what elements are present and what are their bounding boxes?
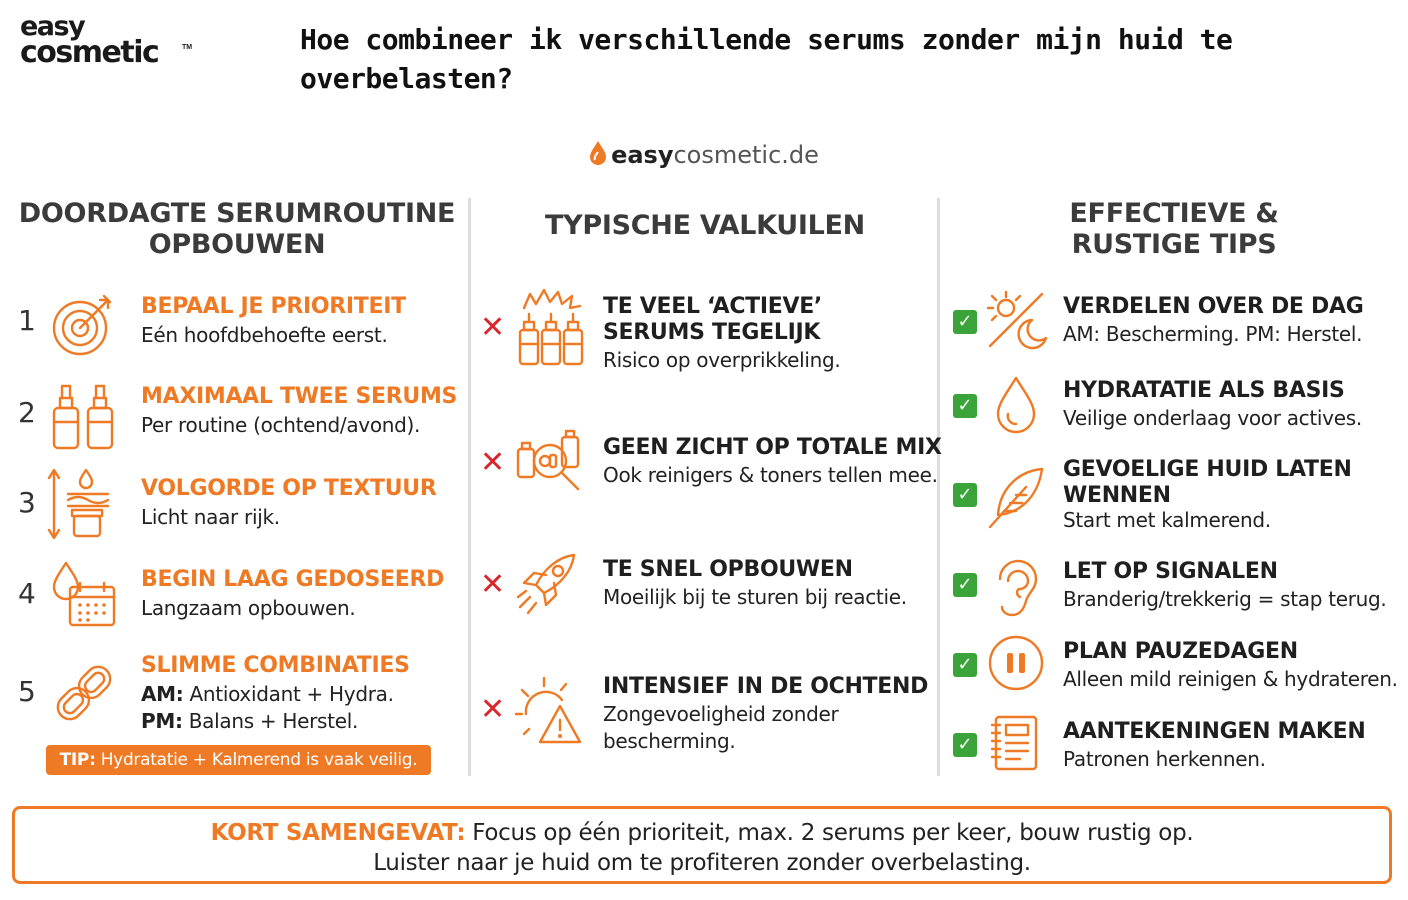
tip-title: HYDRATATIE ALS BASIS <box>1063 378 1345 403</box>
flame-drop-icon <box>589 140 607 172</box>
water-drop-icon <box>986 374 1050 438</box>
tip-text: Hydratatie + Kalmerend is vaak veilig. <box>95 750 418 770</box>
step-title: SLIMME COMBINATIES <box>141 653 410 678</box>
column-title-line: DOORDAGTE SERUMROUTINE <box>18 198 456 229</box>
pitfall-title-line: TE VEEL ‘ACTIEVE’ <box>603 294 822 319</box>
column-title-routine <box>0 198 474 260</box>
brand-logo <box>20 11 193 74</box>
step-2 <box>0 384 460 464</box>
serum-bottles-icon <box>48 380 120 452</box>
site-name-bold: easy <box>611 141 674 169</box>
tip-title: VERDELEN OVER DE DAG <box>1063 294 1364 319</box>
step-3 <box>0 476 460 556</box>
step-number: 4 <box>18 577 36 610</box>
logo-text-easy: easy <box>20 11 85 42</box>
step-number: 1 <box>18 304 36 337</box>
cross-icon: ✕ <box>480 692 506 727</box>
step-number: 2 <box>18 396 36 429</box>
pitfall-description-line: Zongevoeligheid zonder <box>603 702 839 726</box>
tip-banner <box>46 745 431 775</box>
tip-title <box>1063 457 1352 509</box>
pitfall-title: TE SNEL OPBOUWEN <box>603 557 853 582</box>
check-icon: ✓ <box>953 573 977 597</box>
step-5 <box>0 653 460 733</box>
tip-label: TIP: <box>59 750 96 770</box>
summary-line <box>15 818 1389 848</box>
am-label: AM: <box>141 682 184 706</box>
site-name-rest: cosmetic.de <box>673 141 819 169</box>
pitfall-description: Moeilijk bij te sturen bij reactie. <box>603 585 907 609</box>
column-divider <box>468 198 471 776</box>
check-icon: ✓ <box>953 733 977 757</box>
tip-description: Veilige onderlaag voor actives. <box>1063 406 1362 430</box>
step-1 <box>0 294 460 374</box>
logo-trademark: TM <box>182 44 193 51</box>
tip-title: LET OP SIGNALEN <box>1063 559 1278 584</box>
column-title-line: OPBOUWEN <box>148 229 326 260</box>
pitfall-description <box>603 701 838 755</box>
tip-description: Alleen mild reinigen & hydrateren. <box>1063 667 1398 691</box>
step-description: Per routine (ochtend/avond). <box>141 413 421 437</box>
tip-title-line: WENNEN <box>1063 483 1171 508</box>
pitfall-title: GEEN ZICHT OP TOTALE MIX <box>603 435 942 460</box>
step-description: Licht naar rijk. <box>141 505 280 529</box>
magnifier-products-icon <box>514 427 586 499</box>
step-description <box>141 681 394 735</box>
summary-line: Luister naar je huid om te profiteren zonder overbelasting. <box>373 850 1031 876</box>
pitfall-description: Risico op overprikkeling. <box>603 348 841 372</box>
sun-moon-icon <box>986 290 1050 354</box>
feather-icon <box>986 465 1050 529</box>
notebook-icon <box>986 715 1050 779</box>
summary-box <box>12 806 1392 884</box>
tip-description: Start met kalmerend. <box>1063 508 1271 532</box>
step-4 <box>0 567 460 647</box>
step-title: VOLGORDE OP TEXTUUR <box>141 476 437 501</box>
check-icon: ✓ <box>953 483 977 507</box>
cross-icon: ✕ <box>480 567 506 602</box>
tip-description: Patronen herkennen. <box>1063 747 1266 771</box>
logo-text-cosmetic: cosmetic <box>20 35 159 70</box>
cross-icon: ✕ <box>480 445 506 480</box>
step-description: Eén hoofdbehoefte eerst. <box>141 323 388 347</box>
step-title: BEPAAL JE PRIORITEIT <box>141 294 406 319</box>
column-title-pitfalls: TYPISCHE VALKUILEN <box>545 210 865 241</box>
summary-label: KORT SAMENGEVAT: <box>210 820 466 846</box>
check-icon: ✓ <box>953 653 977 677</box>
drop-calendar-icon <box>48 563 120 635</box>
sun-warning-icon <box>514 676 586 748</box>
pause-icon <box>986 637 1050 701</box>
step-number: 5 <box>18 675 36 708</box>
site-name <box>0 140 1408 172</box>
tip-title-line: GEVOELIGE HUID LATEN <box>1063 457 1352 482</box>
am-text: Antioxidant + Hydra. <box>183 682 394 706</box>
pitfall-title <box>603 294 822 346</box>
chain-link-icon <box>48 657 120 729</box>
cross-icon: ✕ <box>480 310 506 345</box>
step-number: 3 <box>18 486 36 519</box>
pitfall-description-line: bescherming. <box>603 729 736 753</box>
pitfall-title: INTENSIEF IN DE OCHTEND <box>603 674 929 699</box>
step-title: MAXIMAAL TWEE SERUMS <box>141 384 458 409</box>
page-title: Hoe combineer ik verschillende serums zonder mijn huid te overbelasten? <box>300 23 1233 95</box>
check-icon: ✓ <box>953 310 977 334</box>
tip-description: AM: Bescherming. PM: Herstel. <box>1063 322 1363 346</box>
check-icon: ✓ <box>953 394 977 418</box>
texture-layers-icon <box>48 466 120 538</box>
pitfall-title-line: SERUMS TEGELIJK <box>603 320 821 345</box>
summary-text: Focus op één prioriteit, max. 2 serums per keer, bouw rustig op. <box>465 820 1194 846</box>
column-title-line: EFFECTIEVE & <box>1069 198 1279 229</box>
exploding-bottles-icon <box>514 290 586 362</box>
pitfall-description: Ook reinigers & toners tellen mee. <box>603 463 938 487</box>
step-title: BEGIN LAAG GEDOSEERD <box>141 567 445 592</box>
tip-title: PLAN PAUZEDAGEN <box>1063 639 1298 664</box>
column-title-line: RUSTIGE TIPS <box>1071 229 1277 260</box>
column-title-tips <box>940 198 1408 260</box>
rocket-icon <box>514 551 586 623</box>
tip-title: AANTEKENINGEN MAKEN <box>1063 719 1366 744</box>
pm-label: PM: <box>141 709 183 733</box>
target-icon <box>48 290 120 362</box>
pm-text: Balans + Herstel. <box>182 709 359 733</box>
tip-description: Branderig/trekkerig = stap terug. <box>1063 587 1387 611</box>
step-description: Langzaam opbouwen. <box>141 596 356 620</box>
ear-icon <box>986 555 1050 619</box>
